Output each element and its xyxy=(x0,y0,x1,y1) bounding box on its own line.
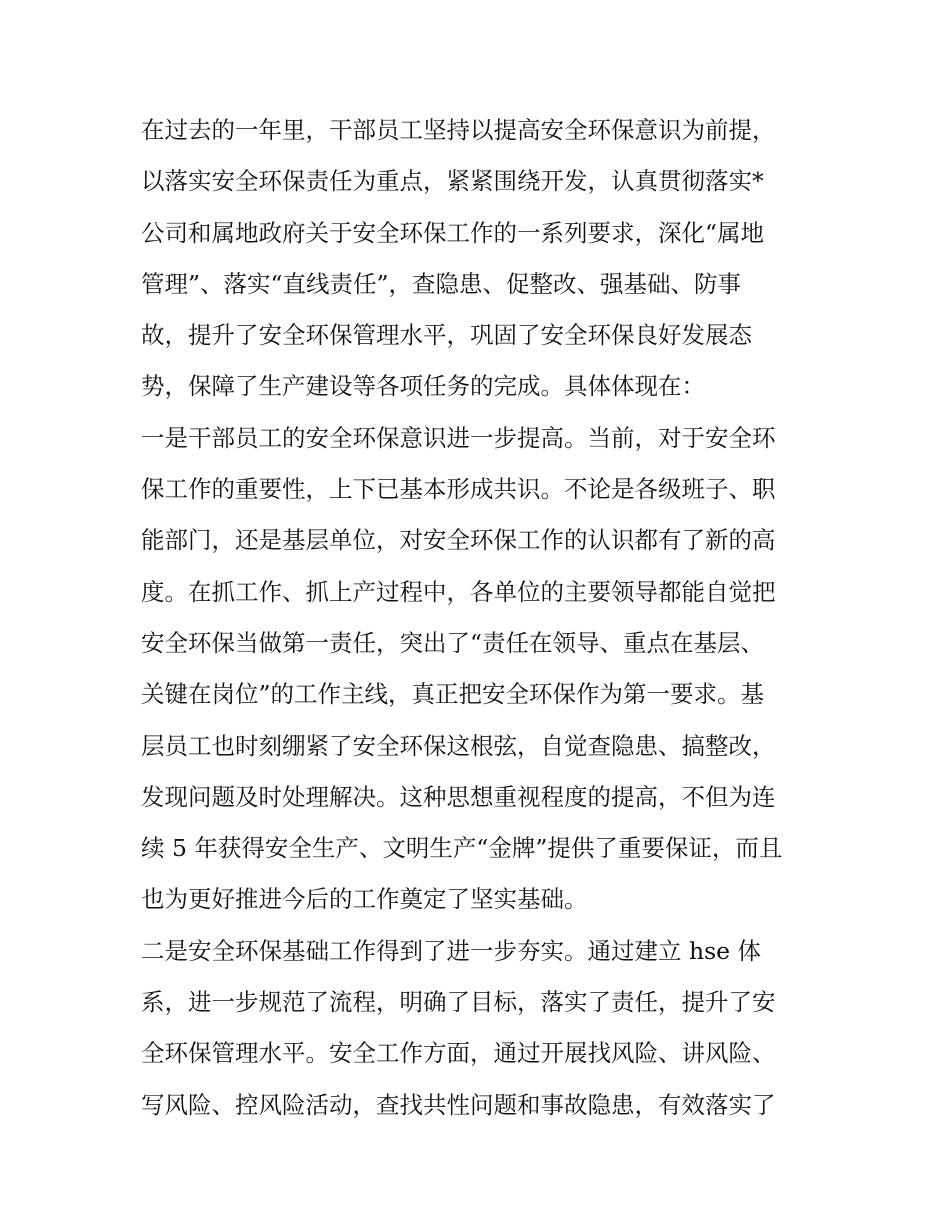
text-line: 保工作的重要性，上下已基本形成共识。不论是各级班子、职 xyxy=(141,475,776,504)
text-line: 一是干部员工的安全环保意识进一步提高。当前，对于安全环 xyxy=(141,423,776,452)
body-text xyxy=(141,105,821,1131)
text-line: 管理”、落实“直线责任”，查隐患、促整改、强基础、防事 xyxy=(141,269,742,298)
text-line: 也为更好推进今后的工作奠定了坚实基础。 xyxy=(141,885,588,914)
text-line: 在过去的一年里，干部员工坚持以提高安全环保意识为前提， xyxy=(141,116,776,144)
text-line: 能部门，还是基层单位，对安全环保工作的认识都有了新的高 xyxy=(141,526,776,555)
text-line: 故，提升了安全环保管理水平，巩固了安全环保良好发展态 xyxy=(141,321,752,350)
text-line: 全环保管理水平。安全工作方面，通过开展找风险、讲风险、 xyxy=(141,1039,776,1068)
text-line: 关键在岗位”的工作主线，真正把安全环保作为第一要求。基 xyxy=(141,680,765,709)
text-line: 层员工也时刻绷紧了安全环保这根弦，自觉查隐患、搞整改， xyxy=(141,731,776,760)
text-line: 安全环保当做第一责任，突出了“责任在领导、重点在基层、 xyxy=(141,628,765,657)
text-line: 势，保障了生产建设等各项任务的完成。具体体现在： xyxy=(141,372,705,401)
text-line: 度。在抓工作、抓上产过程中，各单位的主要领导都能自觉把 xyxy=(141,577,776,606)
text-line: 发现问题及时处理解决。这种思想重视程度的提高，不但为连 xyxy=(141,782,776,811)
text-line: 续 5 年获得安全生产、文明生产“金牌”提供了重要保证，而且 xyxy=(141,834,783,863)
text-line: 二是安全环保基础工作得到了进一步夯实。通过建立 hse 体 xyxy=(141,936,762,965)
text-line: 公司和属地政府关于安全环保工作的一系列要求，深化“属地 xyxy=(141,218,765,247)
text-line: 系，进一步规范了流程，明确了目标，落实了责任，提升了安 xyxy=(141,988,776,1017)
text-line: 以落实安全环保责任为重点，紧紧围绕开发，认真贯彻落实* xyxy=(141,167,764,196)
text-line: 写风险、控风险活动，查找共性问题和事故隐患，有效落实了 xyxy=(141,1090,776,1119)
